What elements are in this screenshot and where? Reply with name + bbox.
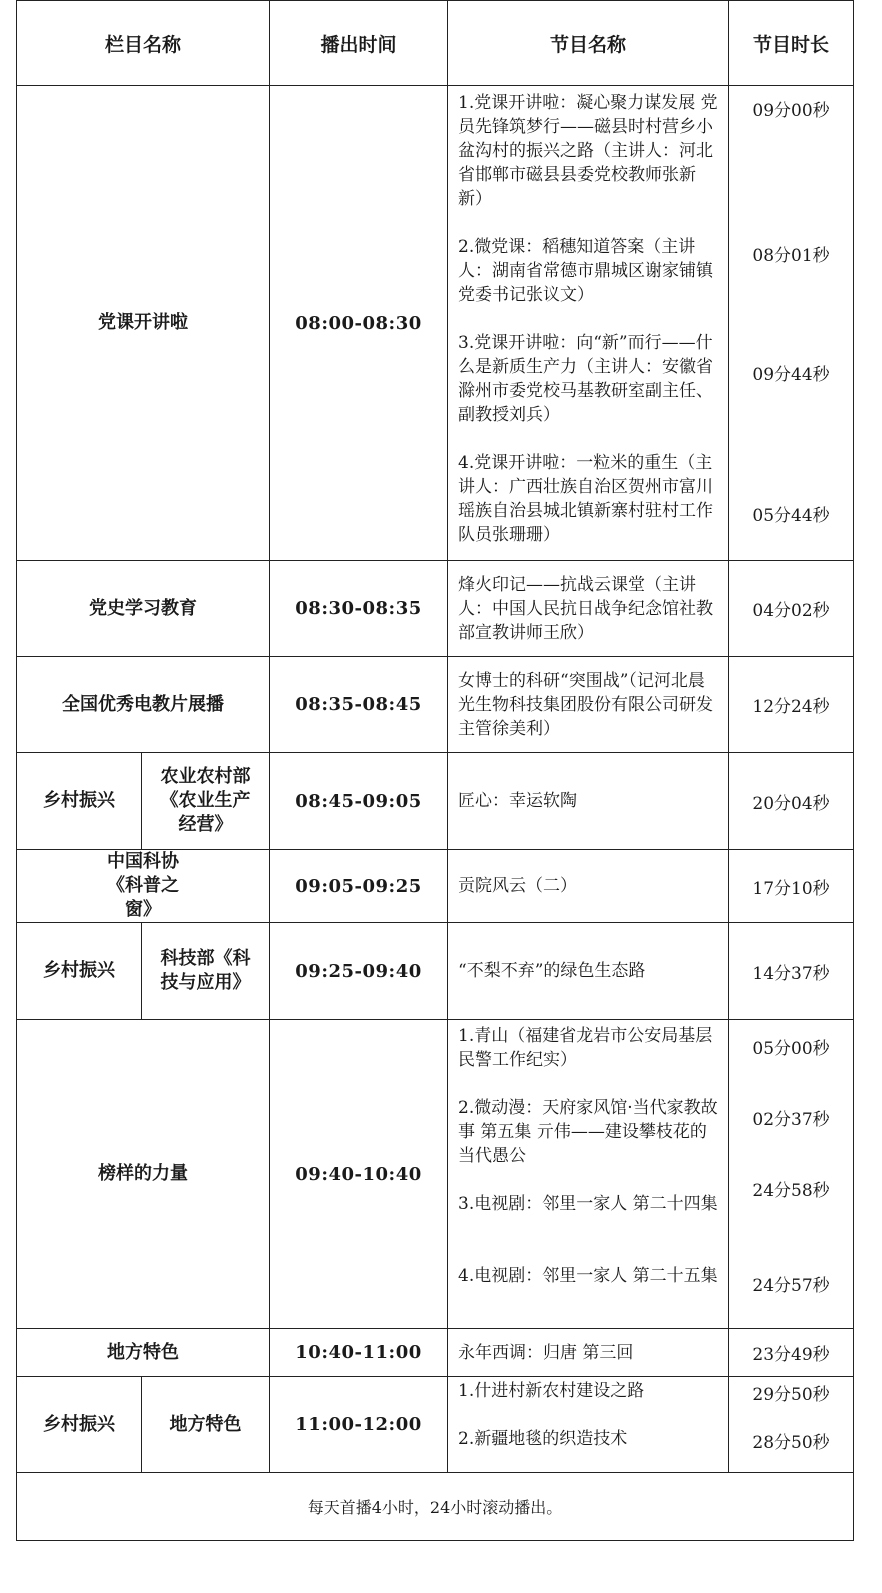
duration-cell: 04分02秒 [729,561,854,657]
header-broadcast-time: 播出时间 [270,1,448,86]
duration-cell: 12分24秒 [729,657,854,753]
program-cell [448,86,729,561]
duration-cell [729,1020,854,1329]
duration-item: 05分44秒 [752,506,830,526]
sub-category-cell: 科技部《科技与应用》 [142,923,270,1020]
category-cell: 乡村振兴 [17,923,142,1020]
time-cell: 10:40-11:00 [270,1329,448,1377]
duration-cell: 23分49秒 [729,1329,854,1377]
program-cell: 烽火印记——抗战云课堂（主讲人：中国人民抗日战争纪念馆社教部宣教讲师王欣） [448,561,729,657]
program-item: 3.电视剧：邻里一家人 第二十四集 [458,1194,718,1214]
program-cell: 永年西调：归唐 第三回 [448,1329,729,1377]
program-item: 1.党课开讲啦：凝心聚力谋发展 党员先锋筑梦行——磁县时村营乡小盆沟村的振兴之路（主讲人：河北省邯郸市磁县县委党校教师张新新） [458,93,718,209]
duration-item: 09分44秒 [752,365,830,385]
program-cell: “不梨不弃”的绿色生态路 [448,923,729,1020]
time-cell: 09:40-10:40 [270,1020,448,1329]
table-row [17,86,854,561]
duration-item: 29分50秒 [752,1385,830,1405]
program-item: 3.党课开讲啦：向“新”而行——什么是新质生产力（主讲人：安徽省滁州市委党校马基教研室副主任、副教授刘兵） [458,333,714,425]
duration-cell [729,86,854,561]
program-item: 4.党课开讲啦：一粒米的重生（主讲人：广西壮族自治区贺州市富川瑶族自治县城北镇新寨村驻村工作队员张珊珊） [458,453,714,545]
duration-item: 24分57秒 [752,1276,830,1296]
table-row [17,657,854,753]
time-cell: 09:25-09:40 [270,923,448,1020]
program-cell: 贡院风云（二） [448,850,729,923]
category-cell: 榜样的力量 [17,1020,270,1329]
table-row [17,1377,854,1473]
program-cell [448,1377,729,1473]
program-item: 1.什进村新农村建设之路 [458,1381,645,1401]
table-row [17,561,854,657]
header-row [17,1,854,86]
category-cell: 乡村振兴 [17,1377,142,1473]
program-item: 2.微动漫：天府家风馆·当代家教故事 第五集 亓伟——建设攀枝花的当代愚公 [458,1098,718,1166]
table-row [17,850,854,923]
header-duration: 节目时长 [729,1,854,86]
program-cell: 女博士的科研“突围战”（记河北晨光生物科技集团股份有限公司研发主管徐美利） [448,657,729,753]
table-row [17,1020,854,1329]
schedule-table [16,0,854,1541]
duration-cell [729,1377,854,1473]
duration-cell: 14分37秒 [729,923,854,1020]
duration-item: 05分00秒 [752,1039,830,1059]
sub-category-cell: 农业农村部《农业生产经营》 [142,753,270,850]
category-cell: 中国科协《科普之窗》 [17,850,270,923]
header-program-name: 节目名称 [448,1,729,86]
time-cell: 11:00-12:00 [270,1377,448,1473]
duration-item: 09分00秒 [752,101,830,121]
duration-cell: 17分10秒 [729,850,854,923]
header-column-name: 栏目名称 [17,1,270,86]
duration-item: 02分37秒 [752,1110,830,1130]
footer-note: 每天首播4小时，24小时滚动播出。 [17,1473,854,1541]
duration-item: 08分01秒 [752,246,830,266]
program-item: 1.青山（福建省龙岩市公安局基层民警工作纪实） [458,1026,713,1070]
category-cell: 乡村振兴 [17,753,142,850]
footer-row [17,1473,854,1541]
time-cell: 08:30-08:35 [270,561,448,657]
category-cell: 全国优秀电教片展播 [17,657,270,753]
category-cell: 党史学习教育 [17,561,270,657]
program-cell: 匠心：幸运软陶 [448,753,729,850]
time-cell: 08:00-08:30 [270,86,448,561]
category-cell: 地方特色 [17,1329,270,1377]
category-cell: 党课开讲啦 [17,86,270,561]
table-row [17,923,854,1020]
time-cell: 08:45-09:05 [270,753,448,850]
program-item: 4.电视剧：邻里一家人 第二十五集 [458,1266,718,1286]
sub-category-cell: 地方特色 [142,1377,270,1473]
program-item: 2.微党课：稻穗知道答案（主讲人：湖南省常德市鼎城区谢家铺镇党委书记张议文） [458,237,714,305]
duration-item: 28分50秒 [752,1433,830,1453]
duration-cell: 20分04秒 [729,753,854,850]
table-row [17,1329,854,1377]
time-cell: 08:35-08:45 [270,657,448,753]
table-row [17,753,854,850]
duration-item: 24分58秒 [752,1181,830,1201]
program-cell [448,1020,729,1329]
time-cell: 09:05-09:25 [270,850,448,923]
program-item: 2.新疆地毯的织造技术 [458,1429,628,1449]
